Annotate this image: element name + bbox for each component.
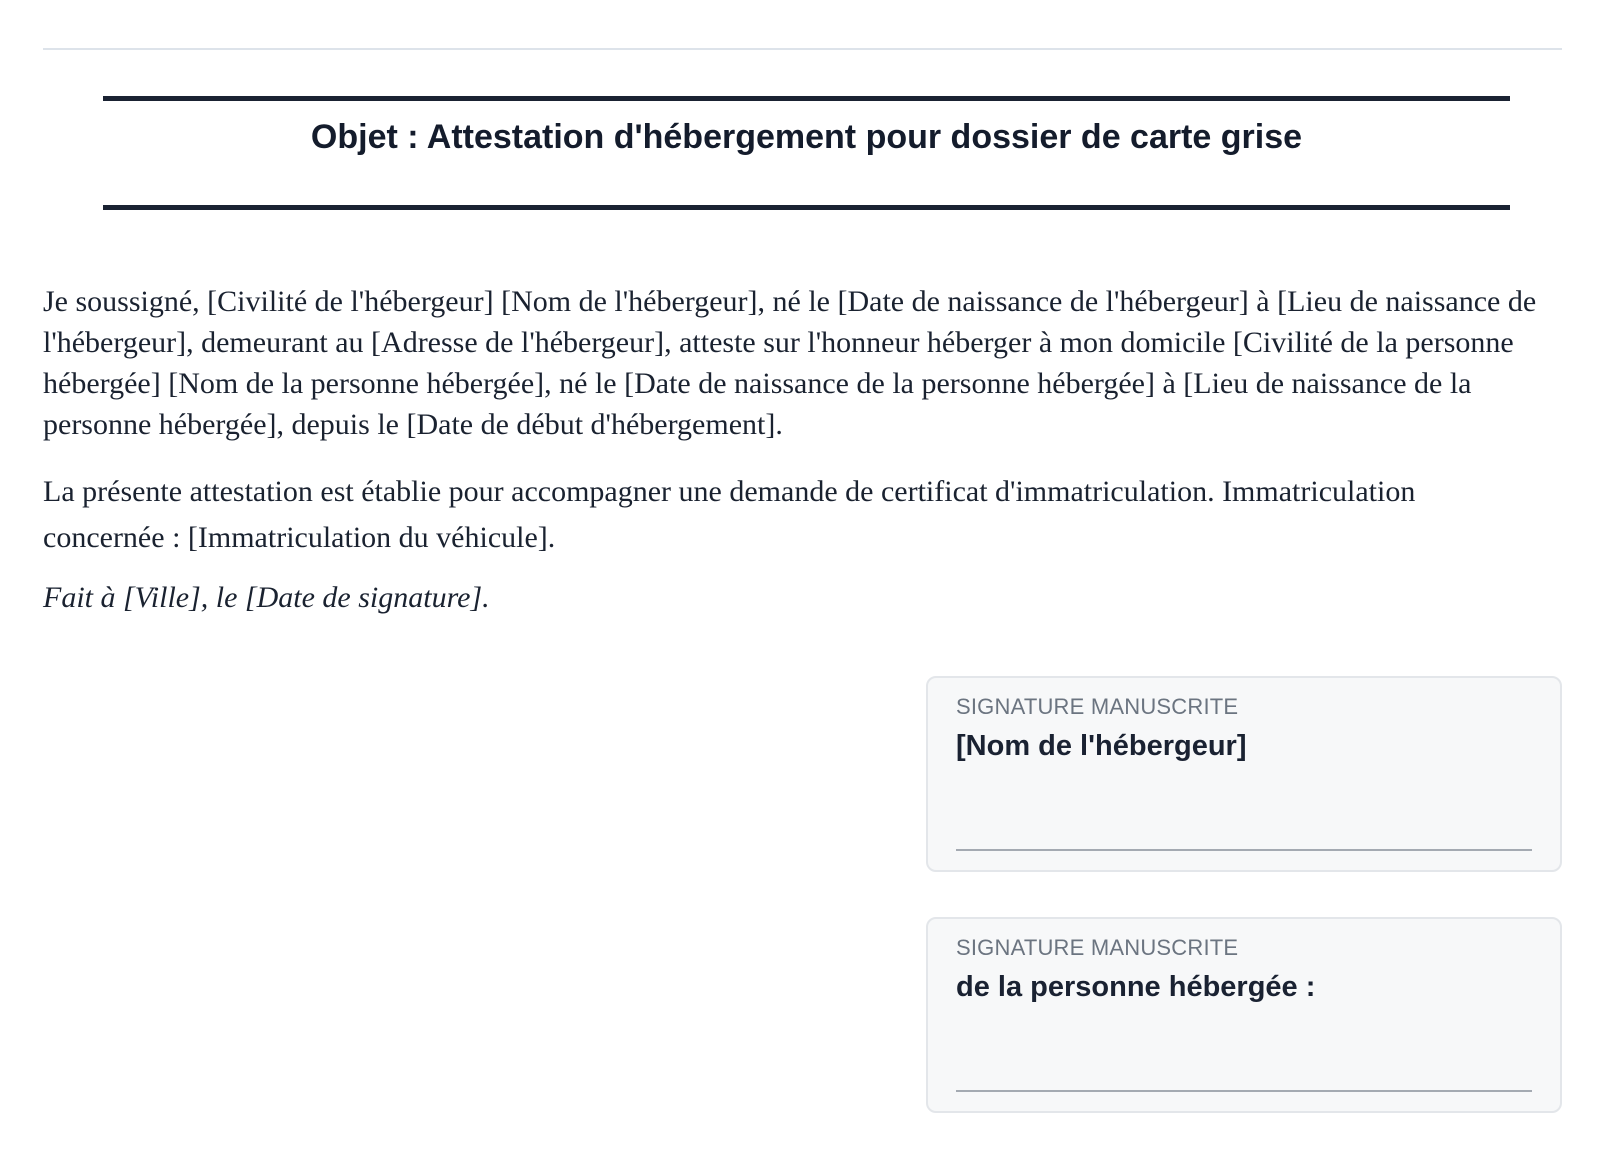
signature-line[interactable] [956,1090,1532,1092]
signatory-name: de la personne hébergée : [956,971,1316,1003]
letter-body [43,281,1543,618]
place-date-line: Fait à [Ville], le [Date de signature]. [43,581,490,614]
purpose-paragraph: La présente attestation est établie pour accompagner une demande de certificat d'immatriculation. Immatriculation concernée : [Immatriculation du véhicule]. [43,475,1416,554]
host-signature-box [926,676,1562,872]
subject-block [103,96,1510,210]
subject-title: Objet : Attestation d'hébergement pour dossier de carte grise [310,118,1303,156]
signature-caption: SIGNATURE MANUSCRITE [956,935,1239,960]
top-divider [43,48,1562,50]
declaration-paragraph: Je soussigné, [Civilité de l'hébergeur] [Nom de l'hébergeur], né le [Date de naissance de l'hébergeur] à [Lieu de naissance de l'hébergeur], demeurant au [Adresse de l'hébergeur], atteste sur l'honneur héberger à mon domicile [Civilité de la personne hébergée] [Nom de la personne hébergée], né le [Date de naissance de la personne hébergée] à [Lieu de naissance de la personne hébergée], depuis le [Date de début d'hébergement]. [43,285,1537,441]
hosted-person-signature-box [926,917,1562,1113]
signature-line[interactable] [956,849,1532,851]
signature-caption: SIGNATURE MANUSCRITE [956,694,1239,719]
signatory-name: [Nom de l'hébergeur] [956,730,1247,762]
